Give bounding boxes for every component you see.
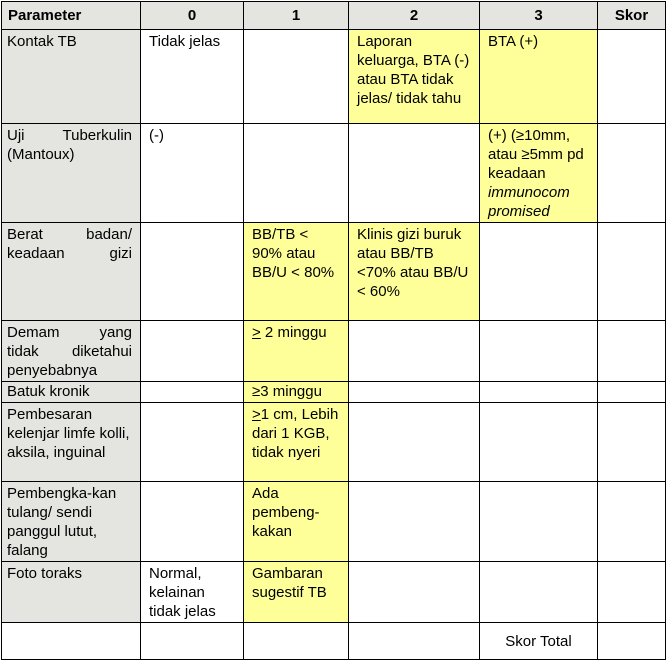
row-parameter: Pembengka-kan tulang/ sendi panggul lutut, falang [2, 482, 141, 562]
cell-score-1 [244, 124, 349, 223]
cell-skor [598, 30, 666, 124]
cell-skor [598, 482, 666, 562]
row-parameter: Demam yang tidak diketahui penyebabnya [2, 321, 141, 382]
cell-score-2: Laporan keluarga, BTA (-) atau BTA tidak jelas/ tidak tahu [349, 30, 480, 124]
cell-score-3: BTA (+) [480, 30, 598, 124]
total-label: Skor Total [480, 623, 598, 660]
cell-score-2 [349, 562, 480, 623]
cell-score-3 [480, 382, 598, 403]
cell-score-1 [244, 403, 349, 482]
cell-score-2 [349, 124, 480, 223]
table-row [2, 382, 666, 403]
row-parameter: Pembesaran kelenjar limfe kolli, aksila, inguinal [2, 403, 141, 482]
table-row [2, 124, 666, 223]
cell-score-1 [244, 30, 349, 124]
cell-score-3 [480, 223, 598, 321]
cell-score-2 [349, 403, 480, 482]
immunocompromised-text: immunocom promised [488, 184, 570, 220]
cell-skor [598, 382, 666, 403]
scoring-table [1, 1, 666, 660]
cell-score-0 [141, 382, 244, 403]
cell-empty [141, 623, 244, 660]
table-row [2, 321, 666, 382]
cell-score-3 [480, 482, 598, 562]
cell-skor [598, 403, 666, 482]
cell-score-3 [480, 562, 598, 623]
cell-skor [598, 562, 666, 623]
gte-symbol: > [252, 406, 261, 423]
header-score-1: 1 [244, 2, 349, 30]
header-score-2: 2 [349, 2, 480, 30]
cell-score-2 [349, 321, 480, 382]
cell-score-0 [141, 223, 244, 321]
cell-score-3 [480, 403, 598, 482]
row-parameter: Berat badan/ keadaan gizi [2, 223, 141, 321]
table-row [2, 562, 666, 623]
row-parameter: Batuk kronik [2, 382, 141, 403]
cell-score-1: ≥3 minggu [244, 382, 349, 403]
header-parameter: Parameter [2, 2, 141, 30]
cell-empty [349, 623, 480, 660]
tuberculin-positive-text: (+) (≥10mm, atau ≥5mm pd keadaan [488, 127, 584, 182]
header-score-0: 0 [141, 2, 244, 30]
table-row [2, 30, 666, 124]
duration-text: 2 minggu [260, 324, 327, 341]
cell-score-2 [349, 382, 480, 403]
cell-score-1: Gambaran sugestif TB [244, 562, 349, 623]
cell-score-0: (-) [141, 124, 244, 223]
cell-score-0 [141, 482, 244, 562]
table-row [2, 403, 666, 482]
cell-empty [244, 623, 349, 660]
cell-skor [598, 223, 666, 321]
header-row [2, 2, 666, 30]
cell-skor [598, 321, 666, 382]
cell-skor [598, 124, 666, 223]
cell-score-2: Klinis gizi buruk atau BB/TB <70% atau BB/U < 60% [349, 223, 480, 321]
cell-score-1: BB/TB < 90% atau BB/U < 80% [244, 223, 349, 321]
table-row [2, 223, 666, 321]
cell-empty [2, 623, 141, 660]
total-row [2, 623, 666, 660]
cell-score-3 [480, 124, 598, 223]
row-parameter: Foto toraks [2, 562, 141, 623]
cell-score-0 [141, 321, 244, 382]
gte-symbol: > [252, 324, 261, 341]
cell-score-0: Normal, kelainan tidak jelas [141, 562, 244, 623]
cell-score-0 [141, 403, 244, 482]
cell-score-0: Tidak jelas [141, 30, 244, 124]
row-parameter: Kontak TB [2, 30, 141, 124]
cell-score-3 [480, 321, 598, 382]
row-parameter: Uji Tuberkulin (Mantoux) [2, 124, 141, 223]
cell-score-2 [349, 482, 480, 562]
header-score-3: 3 [480, 2, 598, 30]
cell-score-1: Ada pembeng-kakan [244, 482, 349, 562]
header-skor: Skor [598, 2, 666, 30]
lymph-text: 1 cm, Lebih dari 1 KGB, tidak nyeri [252, 406, 339, 461]
total-value-cell [598, 623, 666, 660]
cell-score-1 [244, 321, 349, 382]
table-row [2, 482, 666, 562]
